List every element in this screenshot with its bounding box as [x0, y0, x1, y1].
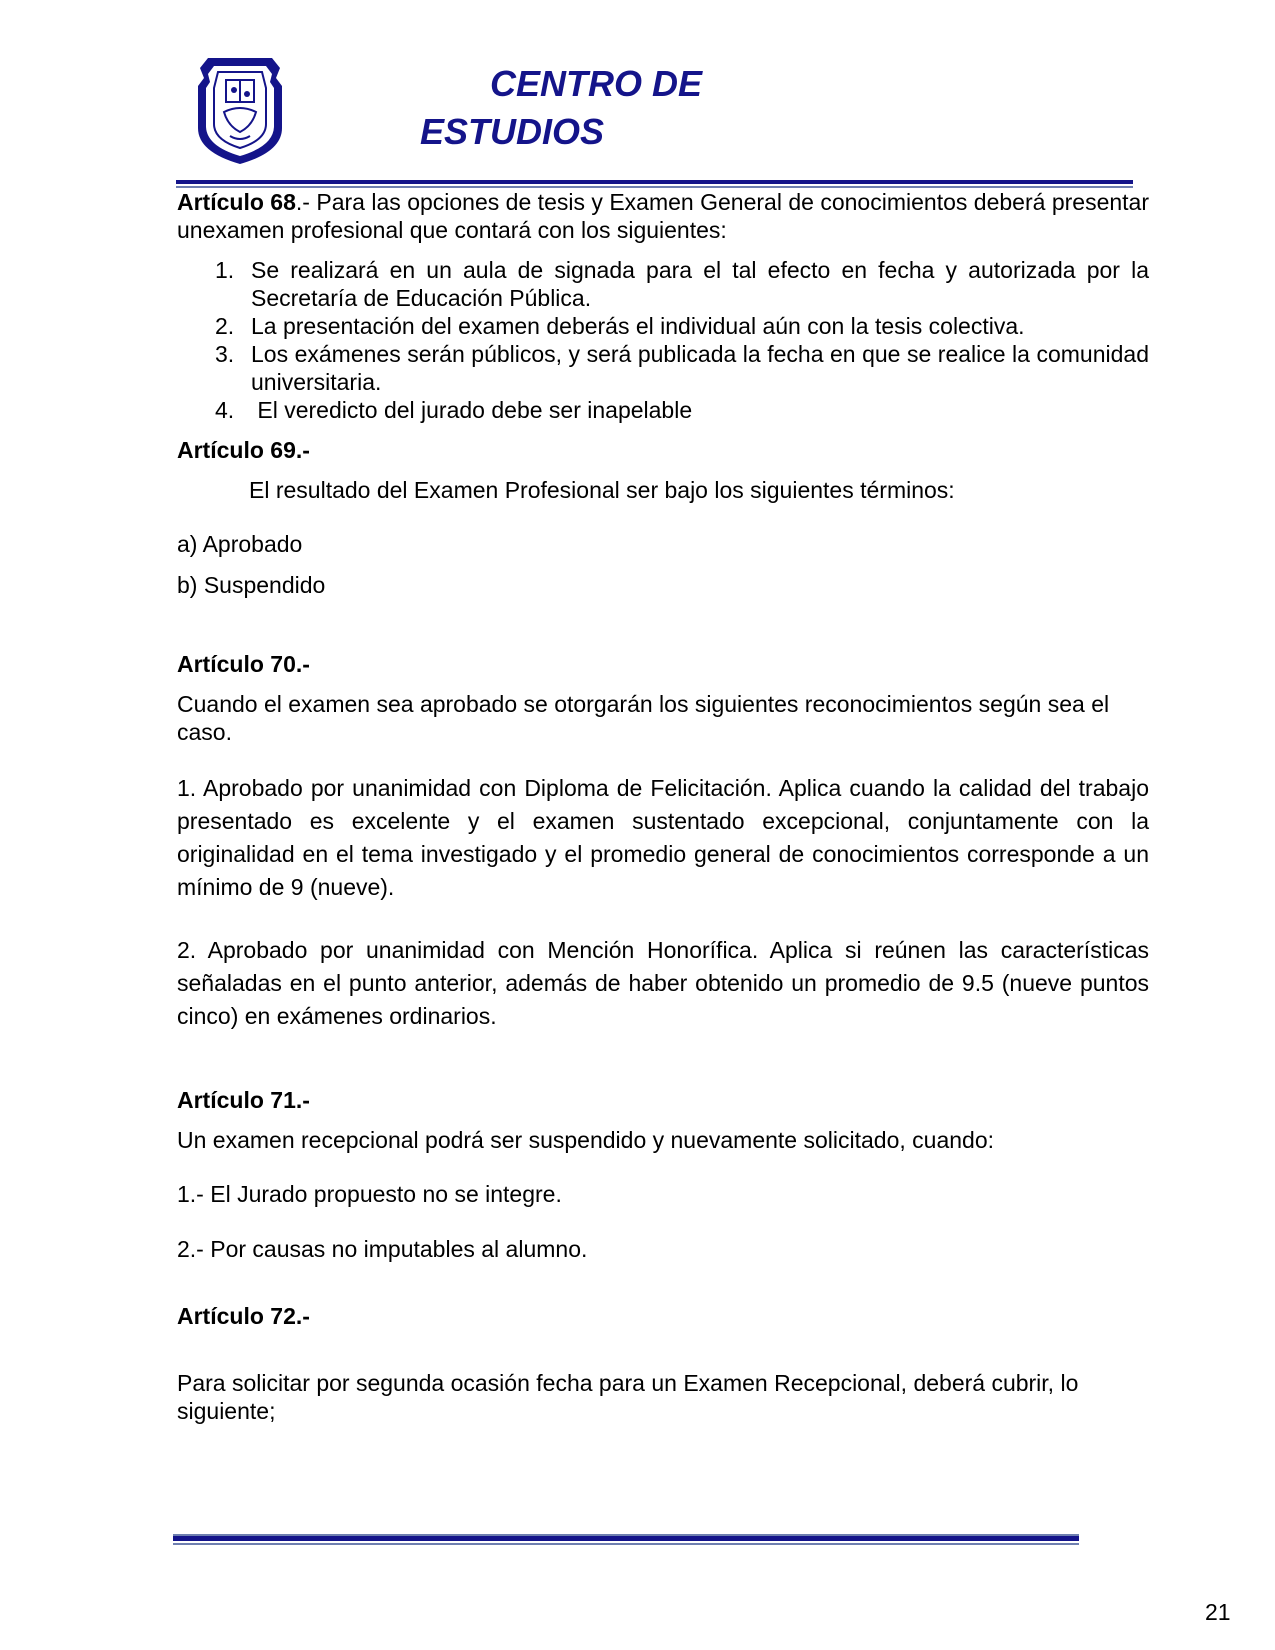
article-71-point-1: 1.- El Jurado propuesto no se integre.: [177, 1181, 562, 1207]
footer-divider: [173, 1532, 1079, 1545]
list-item: 1. Se realizará en un aula de signada para el tal efecto en fecha y autorizada por la Secretaría de Educación Pública.: [215, 257, 1149, 311]
article-72-text: Para solicitar por segunda ocasión fecha para un Examen Recepcional, deberá cubrir, lo siguiente;: [177, 1370, 1079, 1424]
article-72-heading: Artículo 72.-: [177, 1303, 310, 1329]
header-divider: [176, 180, 1133, 188]
header-title-line2: ESTUDIOS: [420, 111, 605, 152]
header-institution-title: [420, 60, 720, 152]
article-70-intro: Cuando el examen sea aprobado se otorgarán los siguientes reconocimientos según sea el caso.: [177, 691, 1110, 745]
header-title-line1: CENTRO DE: [490, 63, 703, 104]
article-69-heading: Artículo 69.-: [177, 437, 310, 463]
page-number: 21: [1205, 1599, 1231, 1625]
article-68-list: [177, 256, 1149, 424]
article-68-heading: Artículo 68: [177, 189, 296, 215]
list-item: 4. El veredicto del jurado debe ser inapelable: [215, 397, 693, 423]
institution-seal: [190, 52, 290, 168]
article-68-paragraph: [177, 188, 1149, 244]
article-69-option-b: b) Suspendido: [177, 572, 326, 598]
document-body: [177, 188, 1149, 1425]
list-item: 3. Los exámenes serán públicos, y será publicada la fecha en que se realice la comunidad universitaria.: [215, 341, 1149, 395]
article-70-heading: Artículo 70.-: [177, 651, 310, 677]
article-70-point-1: 1. Aprobado por unanimidad con Diploma de Felicitación. Aplica cuando la calidad del trabajo presentado es excelente y el examen sustentado excepcional, conjuntamente con la originalidad en el tema investigado y el promedio general de conocimientos corresponde a un mínimo de 9 (nueve).: [177, 775, 1149, 900]
article-70-point-2: 2. Aprobado por unanimidad con Mención Honorífica. Aplica si reúnen las características señaladas en el punto anterior, además de haber obtenido un promedio de 9.5 (nueve puntos cinco) en exámenes ordinarios.: [177, 937, 1149, 1029]
article-71-intro: Un examen recepcional podrá ser suspendido y nuevamente solicitado, cuando:: [177, 1127, 995, 1153]
article-71-heading: Artículo 71.-: [177, 1087, 310, 1113]
article-68-text: .- Para las opciones de tesis y Examen General de conocimientos deberá presentar unexamen profesional que contará con los siguientes:: [177, 189, 1149, 243]
article-69-intro: El resultado del Examen Profesional ser bajo los siguientes términos:: [249, 477, 955, 503]
list-item: 2. La presentación del examen deberás el individual aún con la tesis colectiva.: [215, 313, 1025, 339]
article-69-option-a: a) Aprobado: [177, 531, 303, 557]
article-71-point-2: 2.- Por causas no imputables al alumno.: [177, 1236, 588, 1262]
